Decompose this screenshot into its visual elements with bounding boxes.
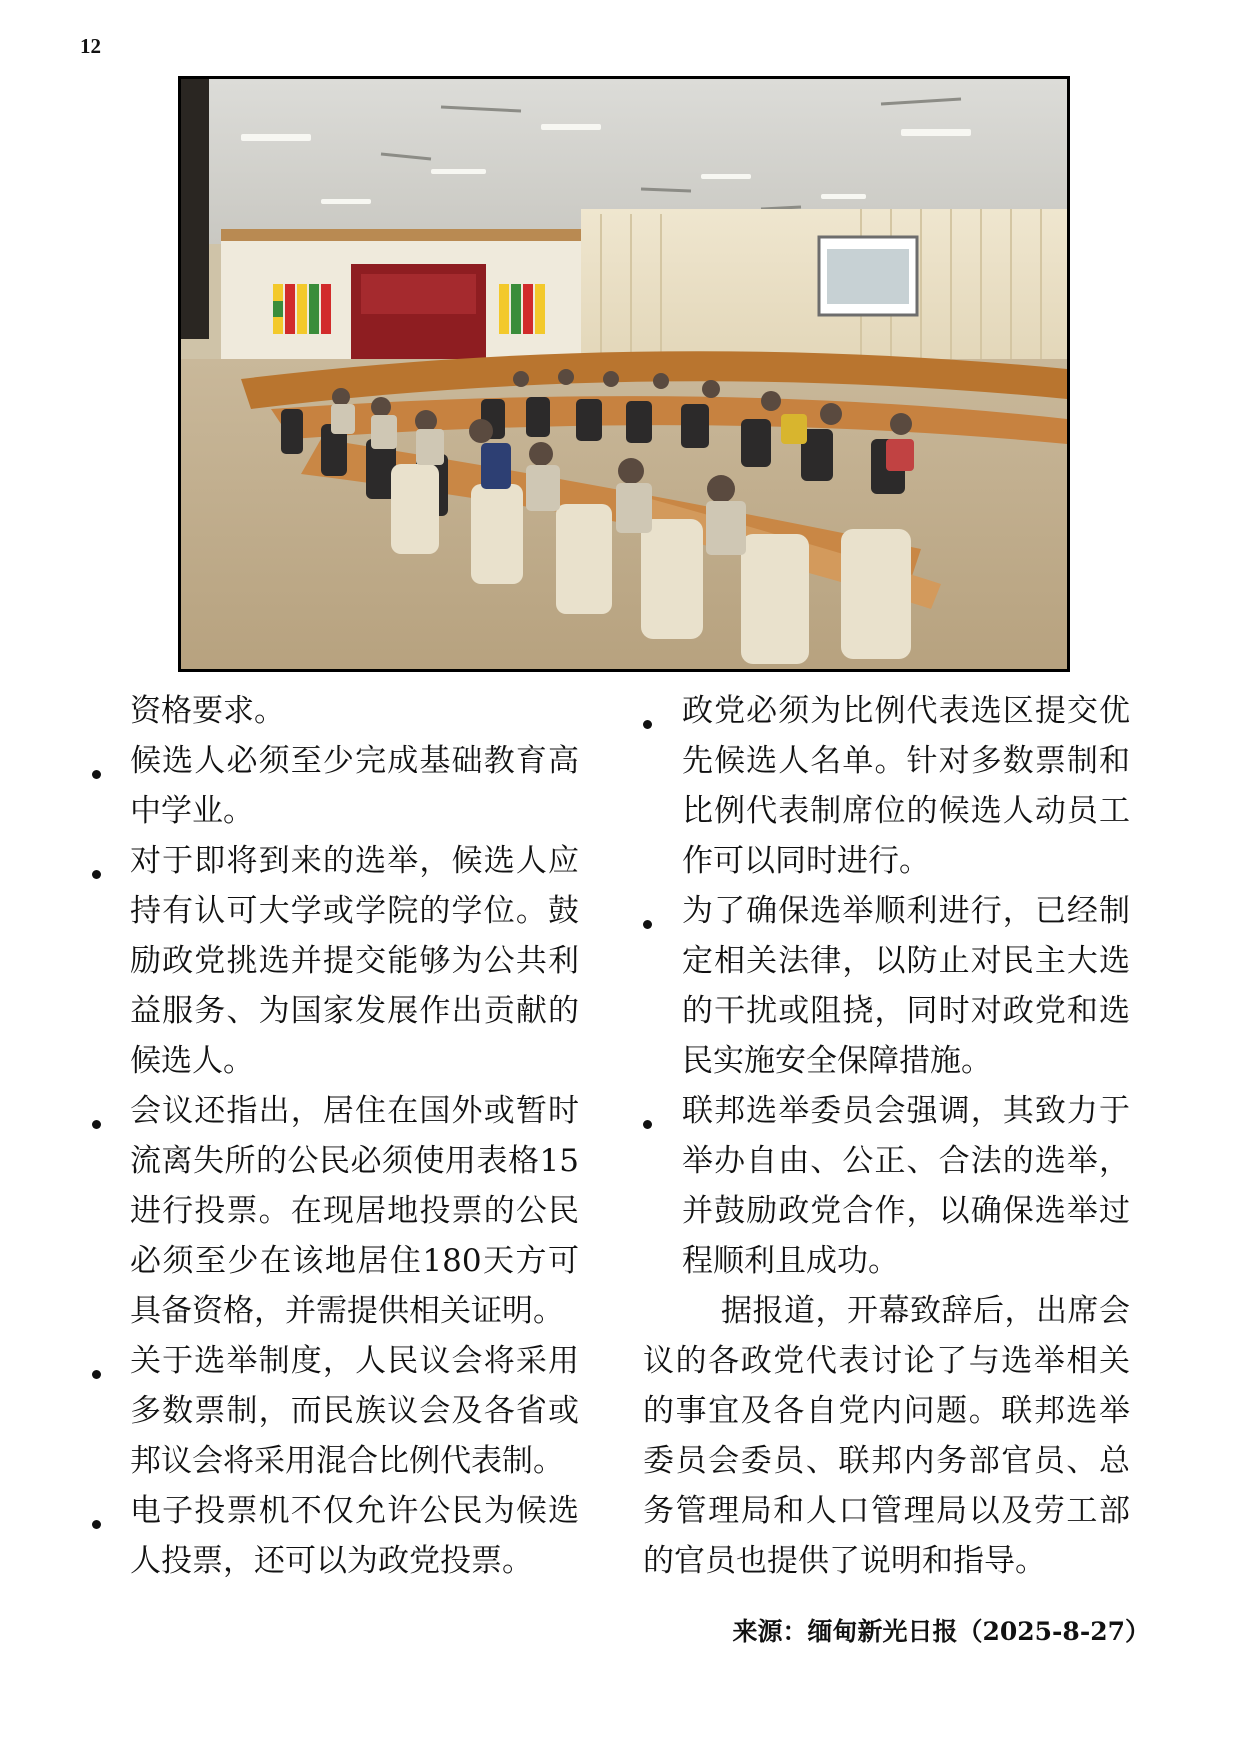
right-text-column — [643, 686, 1130, 1586]
list-item: 关于选举制度，人民议会将采用多数票制，而民族议会及各省或邦议会将采用混合比例代表制。 — [92, 1336, 579, 1486]
continuation-text: 资格要求。 — [130, 693, 285, 729]
body-paragraph: 据报道，开幕致辞后，出席会议的各政党代表讨论了与选举相关的事宜及各自党内问题。联邦选举委员会委员、联邦内务部官员、总务管理局和人口管理局以及劳工部的官员也提供了说明和指导。 — [643, 1293, 1130, 1579]
list-item: 会议还指出，居住在国外或暂时流离失所的公民必须使用表格15进行投票。在现居地投票的公民必须至少在该地居住180天方可具备资格，并需提供相关证明。 — [92, 1086, 579, 1336]
list-item: 政党必须为比例代表选区提交优先候选人名单。针对多数票制和比例代表制席位的候选人动员工作可以同时进行。 — [643, 686, 1130, 886]
list-item: 电子投票机不仅允许公民为候选人投票，还可以为政党投票。 — [92, 1486, 579, 1586]
left-text-column — [92, 686, 579, 1586]
meeting-hall-illustration — [181, 79, 1067, 669]
list-item: 对于即将到来的选举，候选人应持有认可大学或学院的学位。鼓励政党挑选并提交能够为公共利益服务、为国家发展作出贡献的候选人。 — [92, 836, 579, 1086]
page-number: 12 — [80, 34, 101, 58]
source-attribution: 来源：缅甸新光日报（2025-8-27） — [732, 1617, 1150, 1646]
list-item: 为了确保选举顺利进行，已经制定相关法律，以防止对民主大选的干扰或阻挠，同时对政党和选民实施安全保障措施。 — [643, 886, 1130, 1086]
meeting-hall-photo — [178, 76, 1070, 672]
list-item: 联邦选举委员会强调，其致力于举办自由、公正、合法的选举，并鼓励政党合作，以确保选举过程顺利且成功。 — [643, 1086, 1130, 1286]
list-item: 候选人必须至少完成基础教育高中学业。 — [92, 736, 579, 836]
